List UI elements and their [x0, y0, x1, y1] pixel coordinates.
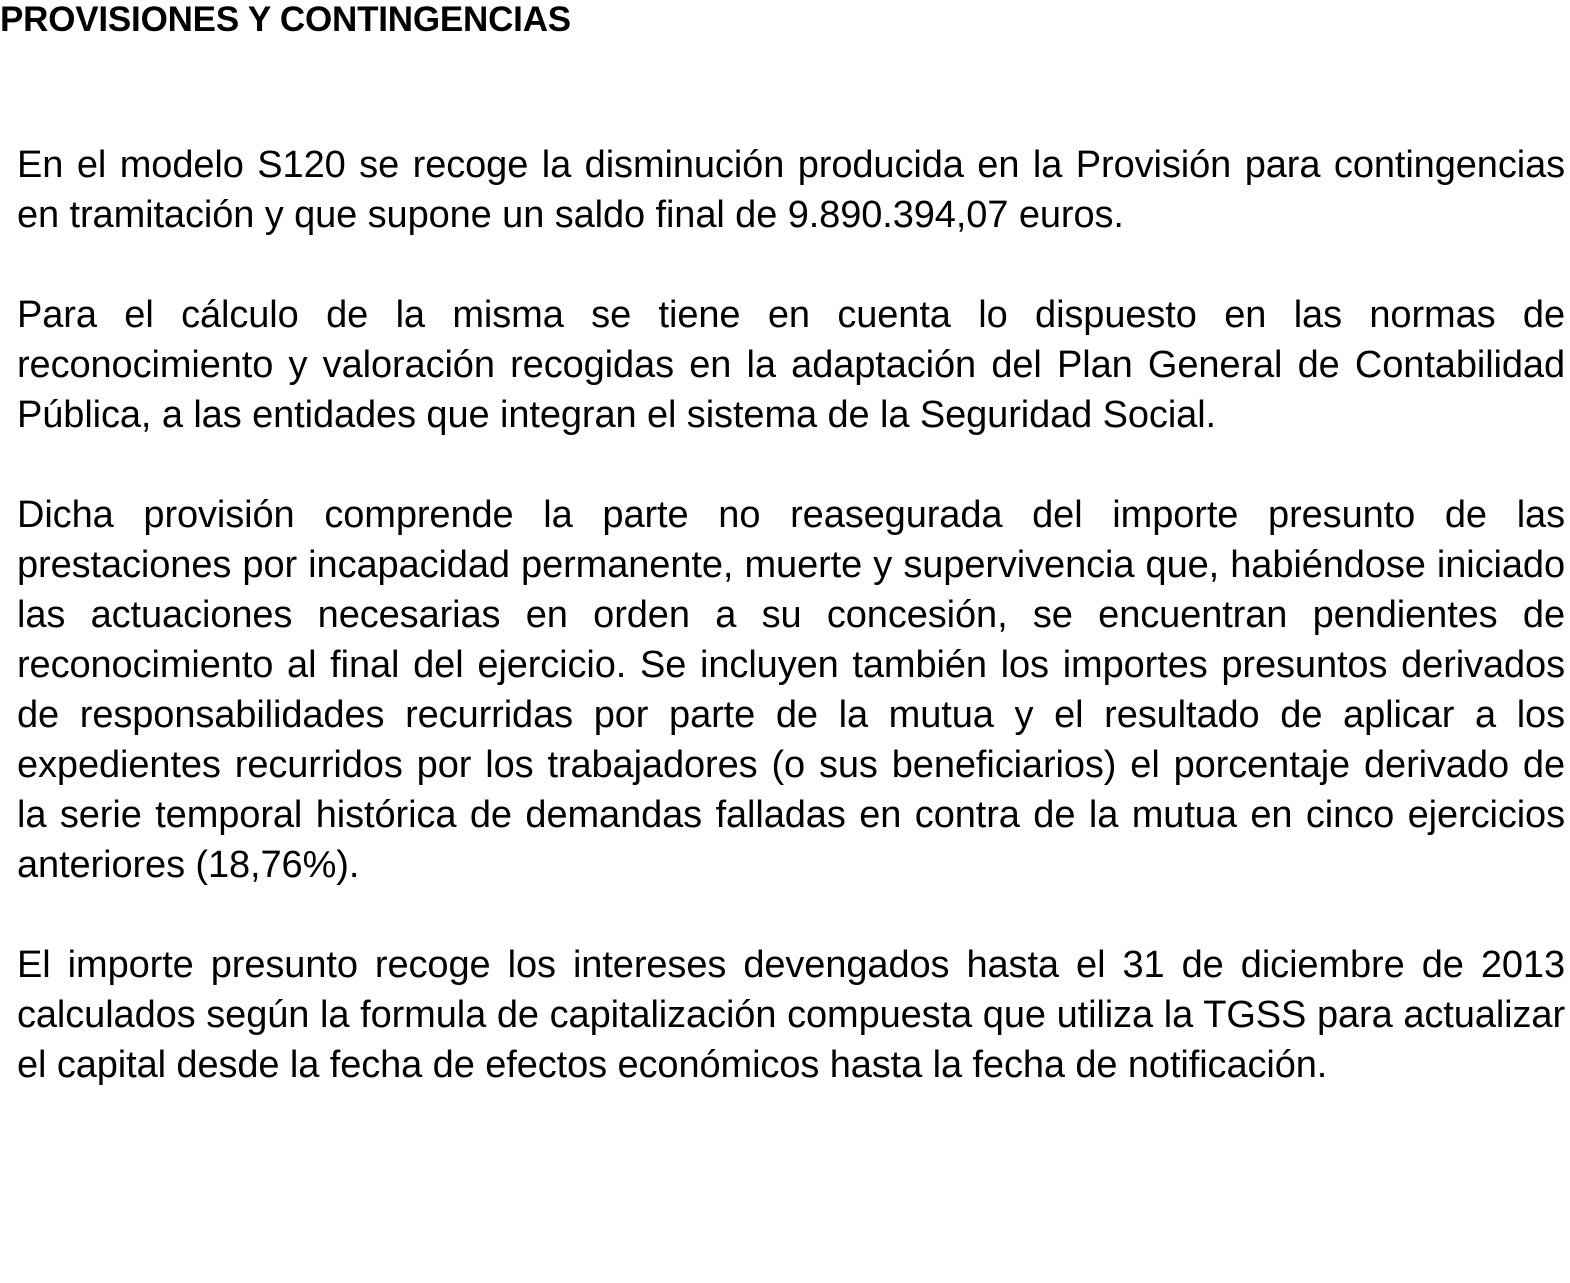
paragraph-interest-accrual: El importe presunto recoge los intereses devengados hasta el 31 de diciembre de 2013 calculados según la formula de capitalización compuesta que utiliza la TGSS para actualizar el capital desde la fecha de efectos económicos hasta la fecha de notificación. — [17, 944, 1565, 1086]
paragraph-provision-balance: En el modelo S120 se recoge la disminución producida en la Provisión para contingencias en tramitación y que supone un saldo final de 9.890.394,07 euros. — [17, 144, 1565, 236]
paragraph-provision-scope: Dicha provisión comprende la parte no reasegurada del importe presunto de las prestaciones por incapacidad permanente, muerte y supervivencia que, habiéndose iniciado las actuaciones necesarias en orden a su concesión, se encuentran pendientes de reconocimiento al final del ejercicio. Se incluyen también los importes presuntos derivados de responsabilidades recurridas por parte de la mutua y el resultado de aplicar a los expedientes recurridos por los trabajadores (o sus beneficiarios) el porcentaje derivado de la serie temporal histórica de demandas falladas en contra de la mutua en cinco ejercicios anteriores (18,76%). — [17, 494, 1565, 886]
document-body — [17, 140, 1565, 1090]
paragraph-calculation-norms: Para el cálculo de la misma se tiene en cuenta lo dispuesto en las normas de reconocimiento y valoración recogidas en la adaptación del Plan General de Contabilidad Pública, a las entidades que integran el sistema de la Seguridad Social. — [17, 294, 1565, 436]
section-title: PROVISIONES Y CONTINGENCIAS — [0, 0, 571, 39]
